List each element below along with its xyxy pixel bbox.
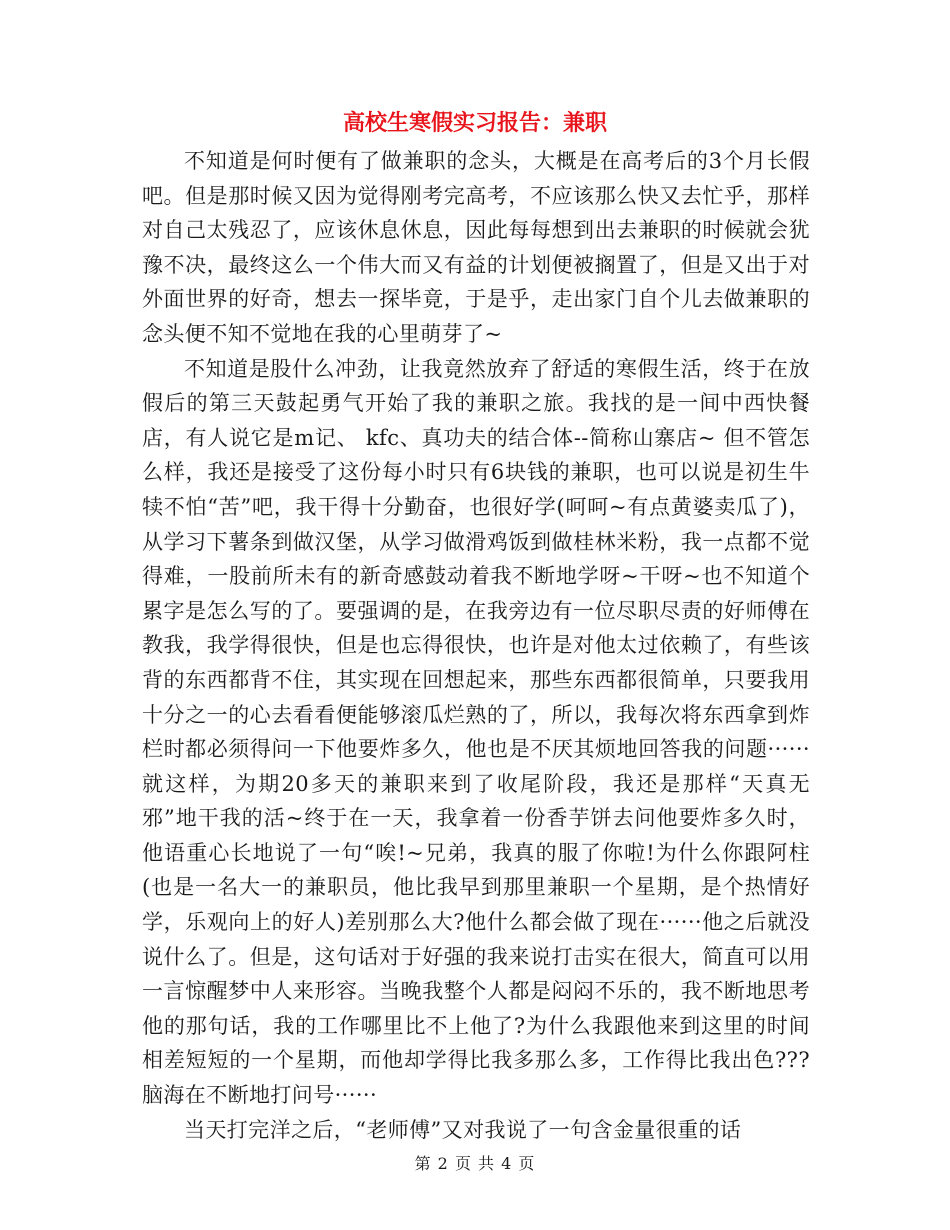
paragraph-3: 当天打完洋之后，“老师傅”又对我说了一句含金量很重的话 <box>184 1117 742 1142</box>
document-title: 高校生寒假实习报告：兼职 <box>342 110 607 136</box>
page-number-footer: 第 2 页 共 4 页 <box>414 1154 536 1173</box>
document-body <box>142 144 810 1147</box>
paragraph-1: 不知道是何时便有了做兼职的念头，大概是在高考后的3个月长假吧。但是那时候又因为觉得刚考完高考，不应该那么快又去忙乎，那样对自己太残忍了，应该休息休息，因此每每想到出去兼职的时候就会犹豫不决，最终这么一个伟大而又有益的计划便被搁置了，但是又出于对外面世界的好奇，想去一探毕竟，于是乎，走出家门自个儿去做兼职的念头便不知不觉地在我的心里萌芽了~ <box>142 149 810 346</box>
paragraph-2: 不知道是股什么冲劲，让我竟然放弃了舒适的寒假生活，终于在放假后的第三天鼓起勇气开始了我的兼职之旅。我找的是一间中西快餐店，有人说它是m记、 kfc、真功夫的结合体--简称山寨店~ 但不管怎么样，我还是接受了这份每小时只有6块钱的兼职，也可以说是初生牛犊不怕“苦”吧，我干得十分勤奋，也很好学(呵呵~有点黄婆卖瓜了)，从学习下薯条到做汉堡，从学习做滑鸡饭到做桂林米粉，我一点都不觉得难，一股前所未有的新奇感鼓动着我不断地学呀~干呀~也不知道个累字是怎么写的了。要强调的是，在我旁边有一位尽职尽责的好师傅在教我，我学得很快，但是也忘得很快，也许是对他太过依赖了，有些该背的东西都背不住，其实现在回想起来，那些东西都很简单，只要我用十分之一的心去看看便能够滚瓜烂熟的了，所以，我每次将东西拿到炸栏时都必须得问一下他要炸多久，他也是不厌其烦地回答我的问题······就这样，为期20多天的兼职来到了收尾阶段，我还是那样“天真无邪”地干我的活~终于在一天，我拿着一份香芋饼去问他要炸多久时，他语重心长地说了一句“唉!~兄弟，我真的服了你啦!为什么你跟阿柱(也是一名大一的兼职员，他比我早到那里兼职一个星期，是个热情好学，乐观向上的好人)差别那么大?他什么都会做了现在······他之后就没说什么了。但是，这句话对于好强的我来说打击实在很大，简直可以用一言惊醒梦中人来形容。当晚我整个人都是闷闷不乐的，我不断地思考他的那句话，我的工作哪里比不上他了?为什么我跟他来到这里的时间相差短短的一个星期，而他却学得比我多那么多，工作得比我出色???脑海在不断地打问号······ <box>142 356 810 1108</box>
